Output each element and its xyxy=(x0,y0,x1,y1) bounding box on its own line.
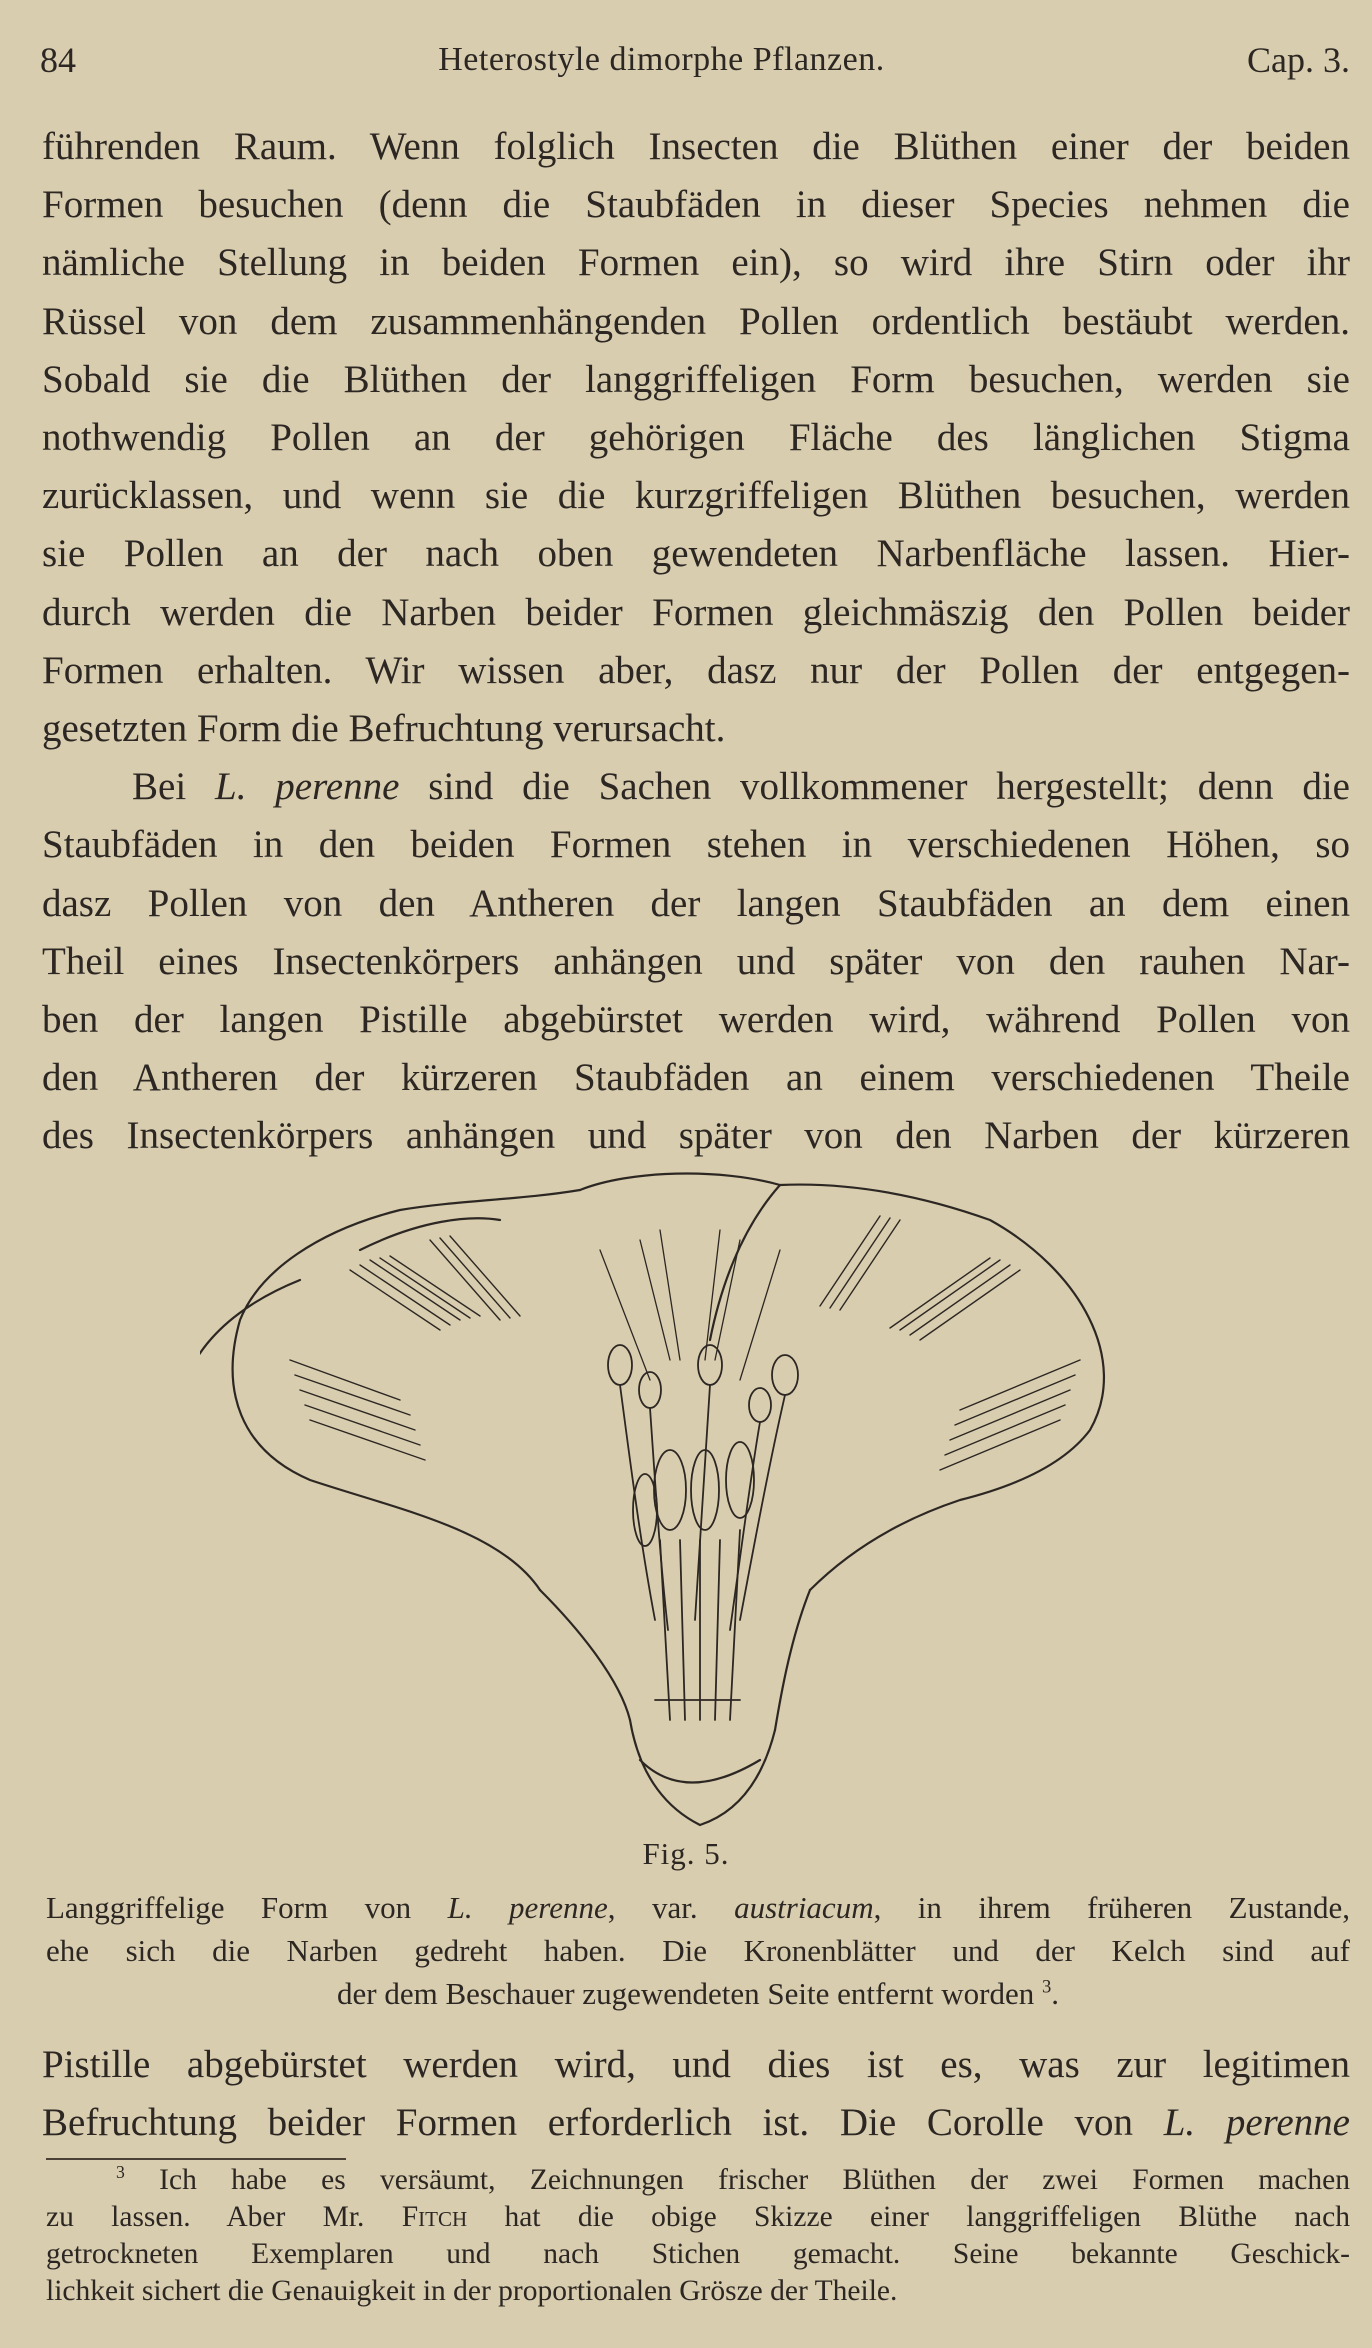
text-line: Theil eines Insectenkörpers anhängen und später von den rauhen Nar- xyxy=(42,939,1350,983)
text-line: zurücklassen, und wenn sie die kurzgriffeligen Blüthen besuchen, werden xyxy=(42,474,1350,518)
running-title: Heterostyle dimorphe Pflanzen. xyxy=(438,41,885,78)
caption-line: ehe sich die Narben gedreht haben. Die Kronenblätter und der Kelch sind auf xyxy=(46,1933,1350,1968)
footnote-line xyxy=(46,2162,1350,2199)
text-line xyxy=(42,2094,1350,2152)
text-line: Rüssel von dem zusammenhängenden Pollen ordentlich bestäubt werden. xyxy=(42,299,1350,343)
text-span: , var. xyxy=(607,1890,735,1925)
text-line: durch werden die Narben beider Formen gleichmäszig den Pollen beider xyxy=(42,590,1350,634)
figure-caption xyxy=(46,1886,1350,2015)
paragraph-opening xyxy=(42,758,1350,816)
text-span: Befruchtung beider Formen erforderlich ist. Die Corolle von xyxy=(42,2101,1164,2145)
text-line: ben der langen Pistille abgebürstet werden wird, während Pollen von xyxy=(42,998,1350,1042)
chapter-label: Cap. 3. xyxy=(1246,40,1350,80)
page-number: 84 xyxy=(40,40,76,80)
footnote xyxy=(46,2162,1350,2310)
running-header xyxy=(40,30,1350,90)
footnote-line: lichkeit sichert die Genauigkeit in der proportionalen Grösze der Theile. xyxy=(46,2275,898,2307)
footnote-ref[interactable]: 3 xyxy=(1041,1976,1052,1998)
text-line: führenden Raum. Wenn folglich Insecten die Blüthen einer der beiden xyxy=(42,125,1350,168)
text-line: des Insectenkörpers anhängen und später von den Narben der kürzeren xyxy=(42,1114,1350,1158)
text-line: Formen besuchen (denn die Staubfäden in dieser Species nehmen die xyxy=(42,183,1350,227)
text-line: nothwendig Pollen an der gehörigen Fläche des länglichen Stigma xyxy=(42,416,1350,460)
text-span: sind die Sachen vollkommener hergestellt; denn die xyxy=(399,765,1350,809)
text-span: Ich habe es versäumt, Zeichnungen frischer Blüthen der zwei Formen machen xyxy=(124,2164,1350,2196)
text-line: sie Pollen an der nach oben gewendeten Narbenfläche lassen. Hier- xyxy=(42,532,1350,576)
text-line: dasz Pollen von den Antheren der langen Staubfäden an dem einen xyxy=(42,881,1350,925)
text-line: den Antheren der kürzeren Staubfäden an einem verschiedenen Theile xyxy=(42,1056,1350,1100)
footnote-marker: 3 xyxy=(116,2162,125,2183)
body-text-bottom xyxy=(42,2036,1350,2152)
text-span: hat die obige Skizze einer langgriffeligen Blüthe nach xyxy=(467,2201,1350,2233)
footnote-rule xyxy=(46,2158,346,2160)
caption-line xyxy=(46,1886,1350,1929)
person-name: Fitch xyxy=(401,2201,468,2233)
text-span: , in ihrem früheren Zustande, xyxy=(873,1890,1351,1925)
text-line: nämliche Stellung in beiden Formen ein), so wird ihre Stirn oder ihr xyxy=(42,241,1350,285)
text-line: Pistille abgebürstet werden wird, und dies ist es, was zur legitimen xyxy=(42,2043,1350,2086)
species-name: L. perenne xyxy=(447,1890,608,1925)
text-line: Staubfäden in den beiden Formen stehen in verschiedenen Höhen, so xyxy=(42,823,1350,867)
text-line: gesetzten Form die Befruchtung verursacht. xyxy=(42,707,726,751)
text-span: der dem Beschauer zugewendeten Seite entfernt worden xyxy=(337,1976,1035,2011)
text-span: zu lassen. Aber Mr. xyxy=(46,2201,402,2233)
caption-line xyxy=(46,1972,1350,2015)
flower-illustration xyxy=(200,1160,1200,1850)
text-line: Sobald sie die Blüthen der langgriffeligen Form besuchen, werden sie xyxy=(42,357,1350,401)
species-name: L. perenne xyxy=(215,765,400,809)
text-line: Formen erhalten. Wir wissen aber, dasz nur der Pollen der entgegen- xyxy=(42,648,1350,692)
figure-label: Fig. 5. xyxy=(642,1836,730,1871)
text-span: Bei xyxy=(132,765,215,809)
species-name: L. perenne xyxy=(1163,2101,1350,2145)
variety-name: austriacum xyxy=(734,1890,874,1925)
footnote-line: getrockneten Exemplaren und nach Stichen gemacht. Seine bekannte Geschick- xyxy=(46,2238,1350,2270)
body-text-top xyxy=(42,118,1350,1166)
text-span: . xyxy=(1051,1976,1059,2011)
text-span: Langgriffelige Form von xyxy=(46,1890,448,1925)
footnote-line xyxy=(46,2199,1350,2236)
